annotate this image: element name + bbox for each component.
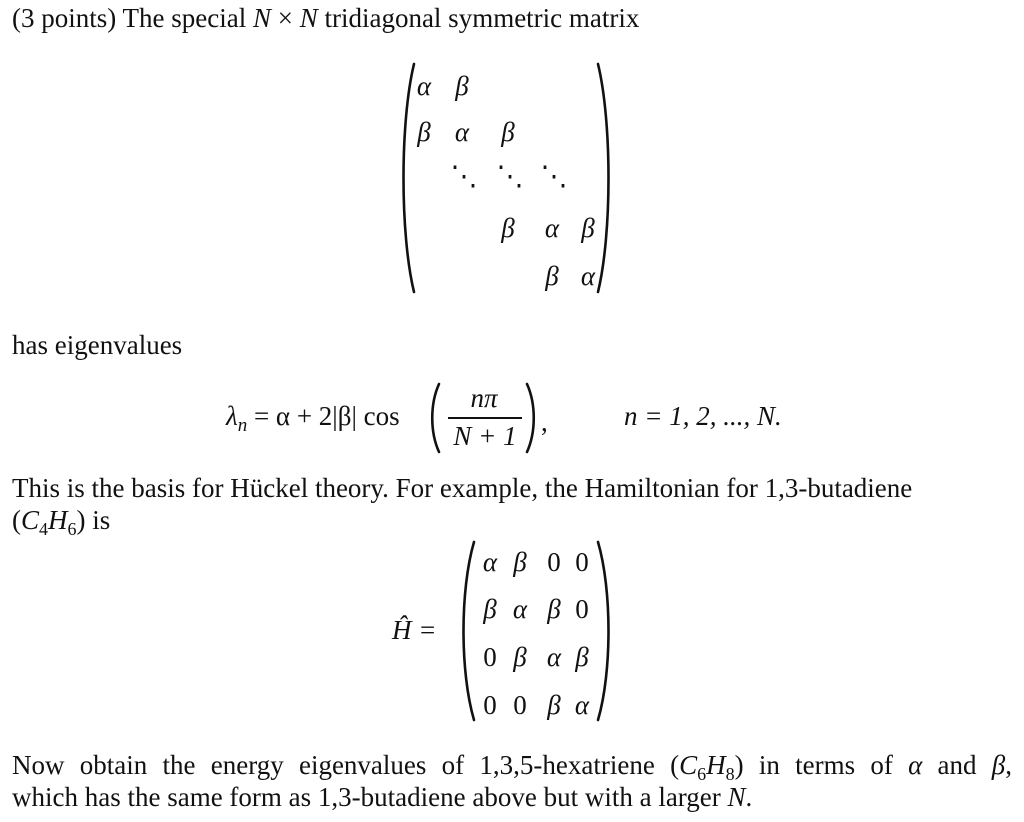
ham-r1-c4: 0 <box>575 547 589 577</box>
ham-r4-c1: 0 <box>483 690 497 720</box>
question-line2 <box>12 781 752 813</box>
lambda-sub: n <box>237 415 248 436</box>
huckel-c: C <box>21 505 40 535</box>
huckel-close-is: ) is <box>76 505 111 535</box>
intro-text-b: tridiagonal symmetric matrix <box>317 3 640 33</box>
huckel-c-sub: 4 <box>39 519 49 539</box>
question-comma: , <box>1005 750 1012 780</box>
ham-r2-c4: 0 <box>575 594 589 624</box>
ham-r4-c2: 0 <box>513 690 527 720</box>
ham-r1-c1: α <box>482 547 498 577</box>
ham-r1-c3: 0 <box>547 547 561 577</box>
m1-r4-c2: α <box>544 213 560 243</box>
m1-r2-c2: α <box>454 117 470 147</box>
ham-r1-c2: β <box>513 547 527 577</box>
m1-r5-c2: α <box>580 261 596 291</box>
m1-r2-c1: β <box>417 117 431 147</box>
ham-r3-c2: β <box>513 642 527 672</box>
question-line1 <box>12 749 1012 784</box>
question-c-sub: 6 <box>697 764 707 784</box>
formula-denominator: N + 1 <box>453 421 517 451</box>
intro-n1: N <box>252 3 271 33</box>
m1-r4-c1: β <box>501 213 515 243</box>
huckel-line1: This is the basis for Hückel theory. For example, the Hamiltonian for 1,3-butadiene <box>12 473 913 503</box>
m1-r4-c3: β <box>581 213 595 243</box>
question-alpha: α <box>908 750 923 780</box>
hamiltonian-label: Ĥ = <box>392 615 437 645</box>
formula-eq-part: = α + 2|β| cos <box>247 401 400 431</box>
m1-r1-c2: β <box>455 71 469 101</box>
ham-r2-c2: α <box>512 594 528 624</box>
huckel-line2 <box>12 504 110 539</box>
lambda: λ <box>226 401 238 431</box>
ham-r4-c4: α <box>574 690 590 720</box>
m1-r2-c3: β <box>501 117 515 147</box>
huckel-h: H <box>48 505 68 535</box>
formula-numerator: nπ <box>470 383 498 413</box>
formula-comma: , <box>541 407 548 437</box>
huckel-open: ( <box>12 505 21 535</box>
m1-r1-c1: α <box>416 71 432 101</box>
n-range: n = 1, 2, ..., N. <box>624 401 782 431</box>
m1-dots-2: ⋱ <box>496 161 524 191</box>
m1-dots-1: ⋱ <box>450 161 478 191</box>
formula-left <box>226 400 400 436</box>
m1-dots-3: ⋱ <box>540 161 568 191</box>
intro-line <box>12 2 639 34</box>
question-c: C <box>679 750 698 780</box>
fraction-bar <box>448 417 522 419</box>
ham-r3-c3: α <box>546 642 562 672</box>
intro-times: × <box>270 3 300 33</box>
huckel-h-sub: 6 <box>67 519 77 539</box>
ham-r3-c4: β <box>575 642 589 672</box>
question-text-c: which has the same form as 1,3-butadiene above but with a larger <box>12 782 728 812</box>
intro-text-a: The special <box>116 3 253 33</box>
ham-r3-c1: 0 <box>483 642 497 672</box>
formula-right-paren <box>524 382 538 454</box>
ham-r2-c1: β <box>483 594 497 624</box>
ham-r4-c3: β <box>547 690 561 720</box>
m1-r5-c1: β <box>545 261 559 291</box>
question-n: N <box>727 782 746 812</box>
question-period: . <box>745 782 753 812</box>
question-text-b: ) in terms of <box>734 750 909 780</box>
intro-n2: N <box>299 3 318 33</box>
formula-left-paren <box>428 382 442 454</box>
question-h-sub: 8 <box>725 764 735 784</box>
question-beta: β <box>991 750 1006 780</box>
points-label: (3 points) <box>12 3 117 33</box>
question-and: and <box>922 750 992 780</box>
question-text-a: Now obtain the energy eigenvalues of 1,3,5-hexatriene ( <box>12 750 680 780</box>
ham-r2-c3: β <box>547 594 561 624</box>
question-h: H <box>706 750 726 780</box>
eigen-text: has eigenvalues <box>12 330 183 360</box>
